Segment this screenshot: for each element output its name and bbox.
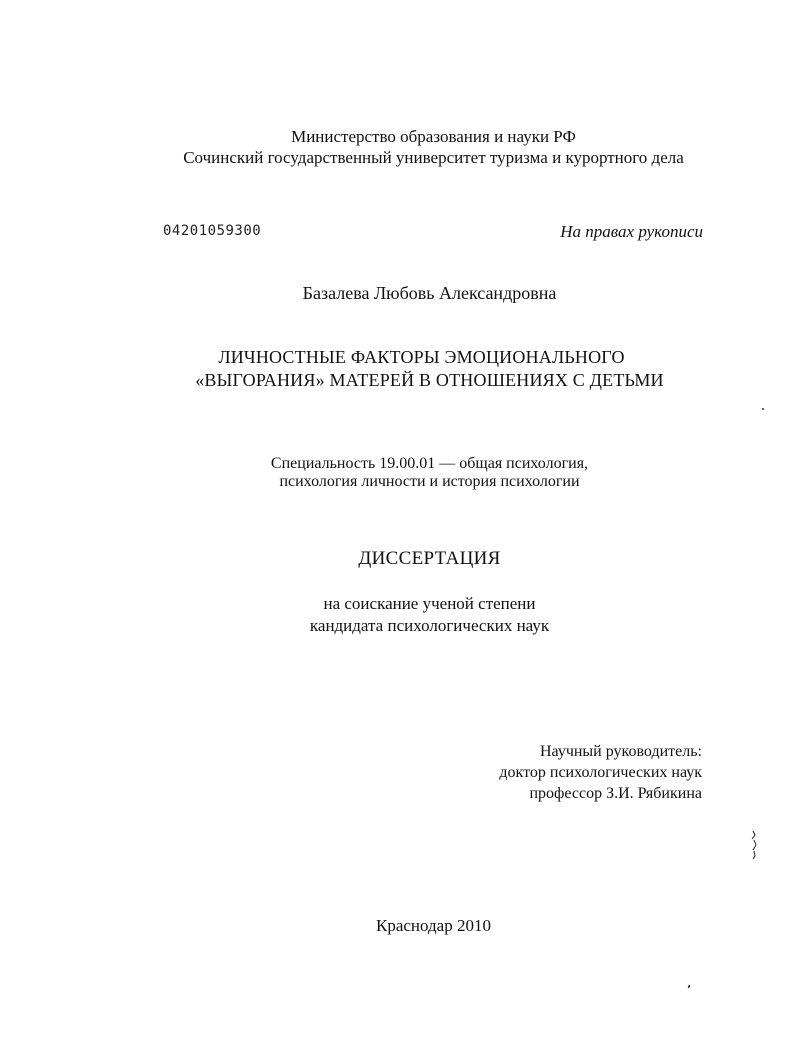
supervisor-label: Научный руководитель: bbox=[539, 743, 702, 760]
ministry-name: Министерство образования и науки РФ bbox=[291, 127, 576, 146]
supervisor-name: профессор З.И. Рябикина bbox=[529, 785, 702, 802]
scan-speck bbox=[687, 985, 690, 989]
manuscript-note: На правах рукописи bbox=[560, 222, 703, 241]
supervisor-degree: доктор психологических наук bbox=[499, 764, 702, 781]
degree-line-2: кандидата психологических наук bbox=[309, 616, 550, 635]
dissertation-title-line-1: ЛИЧНОСТНЫЕ ФАКТОРЫ ЭМОЦИОНАЛЬНОГО bbox=[218, 347, 625, 367]
supervisor-block bbox=[499, 741, 702, 804]
specialty-line-2: психология личности и история психологии bbox=[279, 473, 580, 490]
degree-line-1: на соискание ученой степени bbox=[323, 594, 536, 613]
dissertation-title-line-2: «ВЫГОРАНИЯ» МАТЕРЕЙ В ОТНОШЕНИЯХ С ДЕТЬМИ bbox=[195, 370, 664, 390]
scan-speck bbox=[762, 408, 764, 410]
university-name: Сочинский государственный университет туризма и курортного дела bbox=[183, 148, 684, 167]
specialty-line-1: Специальность 19.00.01 — общая психология, bbox=[270, 455, 589, 472]
catalog-number: 04201059300 bbox=[163, 223, 262, 239]
city-year: Краснодар 2010 bbox=[376, 916, 491, 935]
margin-scribble-mark bbox=[749, 830, 759, 860]
document-type: ДИССЕРТАЦИЯ bbox=[358, 548, 501, 569]
author-name: Базалева Любовь Александровна bbox=[302, 283, 557, 303]
